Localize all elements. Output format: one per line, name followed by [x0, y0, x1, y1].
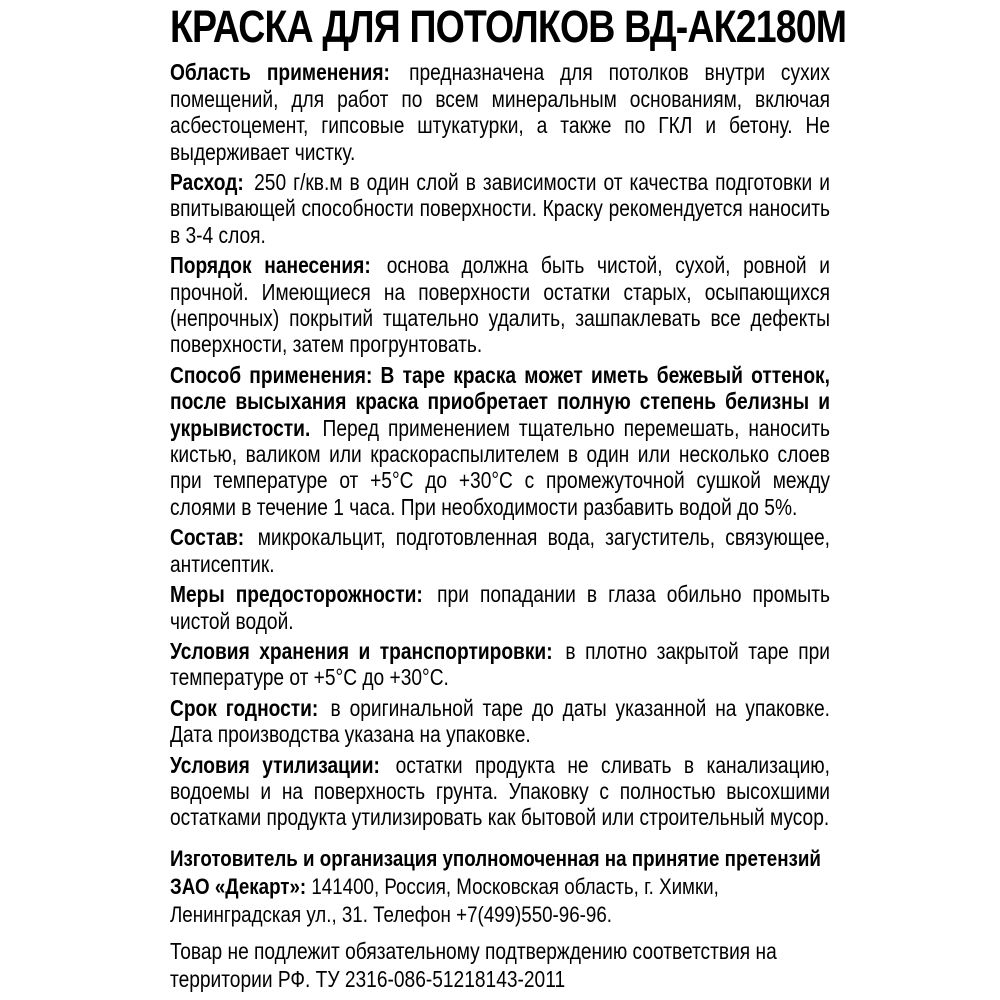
- section-usage-method: [170, 362, 830, 520]
- manufacturer-address-line1: 141400, Россия, Московская область, г. Химки,: [311, 873, 719, 899]
- section-disposal: [170, 752, 830, 831]
- section-composition-heading: Состав:: [170, 524, 245, 551]
- label-body: [170, 59, 830, 830]
- section-storage-transport-text: в плотно закрытой таре при температуре от +5°С до +30°С.: [170, 637, 830, 691]
- section-usage-method-text: Перед применением тщательно перемешать, наносить кистью, валиком или краскораспылителем в один или несколько слоев при температуре от +5°С до +30°С с промежуточной сушкой между слоями в течение 1 часа. При необходимости разбавить водой до 5%.: [170, 414, 830, 520]
- section-application-order-heading: Порядок нанесения:: [170, 252, 371, 279]
- product-label-sheet: [170, 1, 847, 993]
- section-shelf-life-text: в оригинальной таре до даты указанной на упаковке. Дата производства указана на упаковке.: [170, 694, 830, 748]
- section-consumption-text: 250 г/кв.м в один слой в зависимости от качества подготовки и впитывающей способности поверхности. Краску рекомендуется наносить в 3-4 слоя.: [170, 169, 830, 248]
- section-consumption-heading: Расход:: [170, 169, 244, 196]
- section-shelf-life: [170, 695, 830, 748]
- section-storage-transport-heading: Условия хранения и транспортировки:: [170, 637, 553, 664]
- manufacturer-heading: Изготовитель и организация уполномоченная на принятие претензий: [170, 845, 821, 871]
- section-application-heading: Область применения:: [170, 59, 390, 86]
- section-disposal-heading: Условия утилизации:: [170, 751, 380, 778]
- section-application: [170, 59, 830, 165]
- section-application-order: [170, 252, 830, 358]
- section-consumption: [170, 169, 830, 248]
- product-title: КРАСКА ДЛЯ ПОТОЛКОВ ВД-АК2180М: [170, 1, 847, 52]
- section-precautions-heading: Меры предосторожности:: [170, 581, 423, 608]
- section-composition: [170, 524, 830, 577]
- section-disposal-text: остатки продукта не сливать в канализацию, водоемы и на поверхность грунта. Упаковку с полностью высохшими остатками продукта утилизировать как бытовой или строительный мусор.: [170, 751, 830, 831]
- section-application-text: предназначена для потолков внутри сухих помещений, для работ по всем минеральным основаниям, включая асбестоцемент, гипсовые штукатурки, а также по ГКЛ и бетону. Не выдерживает чистку.: [170, 59, 830, 165]
- section-precautions-text: при попадании в глаза обильно промыть чистой водой.: [170, 581, 830, 634]
- section-composition-text: микрокальцит, подготовленная вода, загуститель, связующее, антисептик.: [170, 524, 830, 577]
- manufacturer-block: [170, 845, 830, 929]
- manufacturer-name: ЗАО «Декарт»:: [170, 873, 307, 899]
- section-storage-transport: [170, 638, 830, 691]
- conformity-note: [170, 937, 793, 993]
- section-shelf-life-heading: Срок годности:: [170, 694, 319, 721]
- conformity-note-text: Товар не подлежит обязательному подтверждению соответствия на территории РФ. ТУ 2316-086-51218143-2011: [170, 937, 777, 992]
- manufacturer-address-line2: Ленинградская ул., 31. Телефон +7(499)550-96-96.: [170, 901, 612, 927]
- section-usage-method-heading: Способ применения: В таре краска может иметь бежевый оттенок, после высыхания краска приобретает полную степень белизны и укрывистости.: [170, 361, 830, 441]
- section-application-order-text: основа должна быть чистой, сухой, ровной и прочной. Имеющиеся на поверхности остатки старых, осыпающихся (непрочных) покрытий тщательно удалить, зашпаклевать все дефекты поверхности, затем прогрунтовать.: [170, 252, 830, 358]
- section-precautions: [170, 581, 830, 634]
